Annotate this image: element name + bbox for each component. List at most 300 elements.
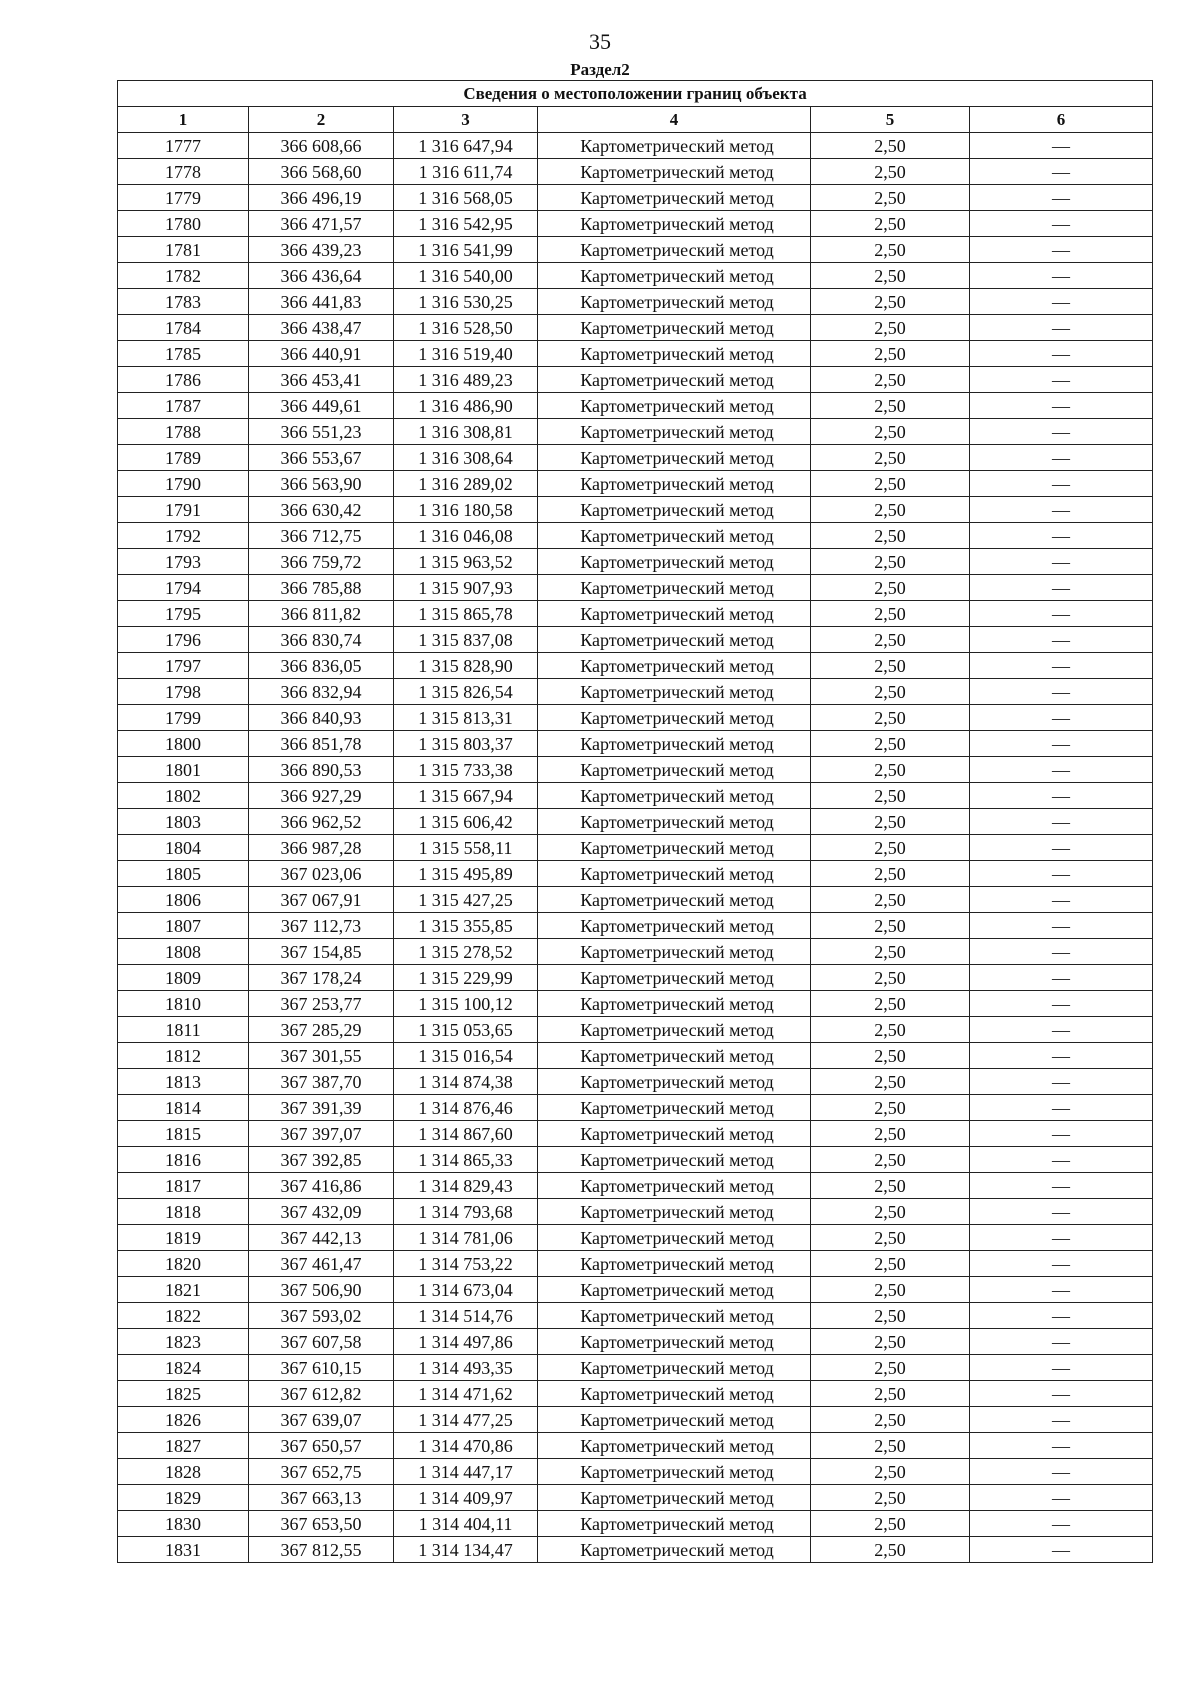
accuracy-cell: 2,50	[811, 497, 970, 523]
point-number-cell: 1779	[118, 185, 249, 211]
accuracy-cell: 2,50	[811, 835, 970, 861]
x-coordinate-cell: 366 441,83	[249, 289, 394, 315]
method-cell: Картометрический метод	[538, 861, 811, 887]
x-coordinate-cell: 366 551,23	[249, 419, 394, 445]
y-coordinate-cell: 1 316 180,58	[394, 497, 538, 523]
point-number-cell: 1810	[118, 991, 249, 1017]
method-cell: Картометрический метод	[538, 1121, 811, 1147]
method-cell: Картометрический метод	[538, 757, 811, 783]
point-number-cell: 1801	[118, 757, 249, 783]
method-cell: Картометрический метод	[538, 393, 811, 419]
x-coordinate-cell: 367 652,75	[249, 1459, 394, 1485]
table-row	[118, 1537, 1153, 1563]
y-coordinate-cell: 1 315 865,78	[394, 601, 538, 627]
point-number-cell: 1816	[118, 1147, 249, 1173]
column-number-row	[118, 107, 1153, 133]
method-cell: Картометрический метод	[538, 471, 811, 497]
accuracy-cell: 2,50	[811, 1069, 970, 1095]
y-coordinate-cell: 1 314 404,11	[394, 1511, 538, 1537]
page-number: 35	[589, 29, 611, 54]
description-cell: —	[970, 1329, 1153, 1355]
point-number-cell: 1824	[118, 1355, 249, 1381]
method-cell: Картометрический метод	[538, 497, 811, 523]
accuracy-cell: 2,50	[811, 1199, 970, 1225]
method-cell: Картометрический метод	[538, 575, 811, 601]
table-row	[118, 705, 1153, 731]
method-cell: Картометрический метод	[538, 549, 811, 575]
y-coordinate-cell: 1 314 497,86	[394, 1329, 538, 1355]
accuracy-cell: 2,50	[811, 757, 970, 783]
method-cell: Картометрический метод	[538, 965, 811, 991]
method-cell: Картометрический метод	[538, 627, 811, 653]
method-cell: Картометрический метод	[538, 1407, 811, 1433]
accuracy-cell: 2,50	[811, 1329, 970, 1355]
point-number-cell: 1815	[118, 1121, 249, 1147]
method-cell: Картометрический метод	[538, 159, 811, 185]
table-row	[118, 809, 1153, 835]
point-number-cell: 1829	[118, 1485, 249, 1511]
y-coordinate-cell: 1 315 667,94	[394, 783, 538, 809]
method-cell: Картометрический метод	[538, 653, 811, 679]
x-coordinate-cell: 367 397,07	[249, 1121, 394, 1147]
y-coordinate-cell: 1 314 753,22	[394, 1251, 538, 1277]
description-cell: —	[970, 263, 1153, 289]
table-row	[118, 575, 1153, 601]
y-coordinate-cell: 1 316 647,94	[394, 133, 538, 159]
description-cell: —	[970, 1225, 1153, 1251]
description-cell: —	[970, 1251, 1153, 1277]
description-cell: —	[970, 1095, 1153, 1121]
y-coordinate-cell: 1 314 470,86	[394, 1433, 538, 1459]
table-row	[118, 1069, 1153, 1095]
y-coordinate-cell: 1 314 493,35	[394, 1355, 538, 1381]
x-coordinate-cell: 366 832,94	[249, 679, 394, 705]
point-number-cell: 1825	[118, 1381, 249, 1407]
table-row	[118, 1095, 1153, 1121]
method-cell: Картометрический метод	[538, 315, 811, 341]
y-coordinate-cell: 1 315 278,52	[394, 939, 538, 965]
method-cell: Картометрический метод	[538, 1225, 811, 1251]
description-cell: —	[970, 1407, 1153, 1433]
accuracy-cell: 2,50	[811, 419, 970, 445]
accuracy-cell: 2,50	[811, 887, 970, 913]
accuracy-cell: 2,50	[811, 601, 970, 627]
description-cell: —	[970, 445, 1153, 471]
accuracy-cell: 2,50	[811, 1381, 970, 1407]
table-row	[118, 965, 1153, 991]
y-coordinate-cell: 1 316 308,64	[394, 445, 538, 471]
x-coordinate-cell: 367 285,29	[249, 1017, 394, 1043]
accuracy-cell: 2,50	[811, 1147, 970, 1173]
accuracy-cell: 2,50	[811, 705, 970, 731]
y-coordinate-cell: 1 315 803,37	[394, 731, 538, 757]
method-cell: Картометрический метод	[538, 809, 811, 835]
method-cell: Картометрический метод	[538, 1485, 811, 1511]
method-cell: Картометрический метод	[538, 1043, 811, 1069]
method-cell: Картометрический метод	[538, 419, 811, 445]
x-coordinate-cell: 367 023,06	[249, 861, 394, 887]
y-coordinate-cell: 1 314 829,43	[394, 1173, 538, 1199]
x-coordinate-cell: 366 453,41	[249, 367, 394, 393]
y-coordinate-cell: 1 315 733,38	[394, 757, 538, 783]
x-coordinate-cell: 367 593,02	[249, 1303, 394, 1329]
method-cell: Картометрический метод	[538, 1511, 811, 1537]
point-number-cell: 1817	[118, 1173, 249, 1199]
method-cell: Картометрический метод	[538, 679, 811, 705]
table-row	[118, 1459, 1153, 1485]
description-cell: —	[970, 1017, 1153, 1043]
table-row	[118, 549, 1153, 575]
y-coordinate-cell: 1 314 134,47	[394, 1537, 538, 1563]
accuracy-cell: 2,50	[811, 627, 970, 653]
x-coordinate-cell: 366 608,66	[249, 133, 394, 159]
description-cell: —	[970, 289, 1153, 315]
y-coordinate-cell: 1 314 867,60	[394, 1121, 538, 1147]
x-coordinate-cell: 366 927,29	[249, 783, 394, 809]
table-row	[118, 315, 1153, 341]
y-coordinate-cell: 1 314 477,25	[394, 1407, 538, 1433]
description-cell: —	[970, 523, 1153, 549]
accuracy-cell: 2,50	[811, 471, 970, 497]
description-cell: —	[970, 237, 1153, 263]
table-row	[118, 419, 1153, 445]
y-coordinate-cell: 1 316 489,23	[394, 367, 538, 393]
x-coordinate-cell: 367 639,07	[249, 1407, 394, 1433]
method-cell: Картометрический метод	[538, 887, 811, 913]
x-coordinate-cell: 367 432,09	[249, 1199, 394, 1225]
method-cell: Картометрический метод	[538, 133, 811, 159]
accuracy-cell: 2,50	[811, 549, 970, 575]
point-number-cell: 1803	[118, 809, 249, 835]
description-cell: —	[970, 315, 1153, 341]
y-coordinate-cell: 1 315 495,89	[394, 861, 538, 887]
description-cell: —	[970, 1537, 1153, 1563]
point-number-cell: 1799	[118, 705, 249, 731]
description-cell: —	[970, 341, 1153, 367]
y-coordinate-cell: 1 316 540,00	[394, 263, 538, 289]
point-number-cell: 1782	[118, 263, 249, 289]
x-coordinate-cell: 366 553,67	[249, 445, 394, 471]
x-coordinate-cell: 367 650,57	[249, 1433, 394, 1459]
y-coordinate-cell: 1 315 826,54	[394, 679, 538, 705]
description-cell: —	[970, 861, 1153, 887]
table-row	[118, 835, 1153, 861]
point-number-cell: 1796	[118, 627, 249, 653]
accuracy-cell: 2,50	[811, 939, 970, 965]
x-coordinate-cell: 366 568,60	[249, 159, 394, 185]
method-cell: Картометрический метод	[538, 289, 811, 315]
table-row	[118, 991, 1153, 1017]
method-cell: Картометрический метод	[538, 263, 811, 289]
x-coordinate-cell: 366 712,75	[249, 523, 394, 549]
accuracy-cell: 2,50	[811, 1485, 970, 1511]
point-number-cell: 1793	[118, 549, 249, 575]
column-number: 1	[118, 107, 249, 133]
description-cell: —	[970, 705, 1153, 731]
description-cell: —	[970, 627, 1153, 653]
table-row	[118, 1225, 1153, 1251]
description-cell: —	[970, 1069, 1153, 1095]
x-coordinate-cell: 367 392,85	[249, 1147, 394, 1173]
point-number-cell: 1819	[118, 1225, 249, 1251]
x-coordinate-cell: 367 610,15	[249, 1355, 394, 1381]
method-cell: Картометрический метод	[538, 1277, 811, 1303]
point-number-cell: 1788	[118, 419, 249, 445]
description-cell: —	[970, 1511, 1153, 1537]
method-cell: Картометрический метод	[538, 1355, 811, 1381]
y-coordinate-cell: 1 314 673,04	[394, 1277, 538, 1303]
y-coordinate-cell: 1 314 793,68	[394, 1199, 538, 1225]
point-number-cell: 1791	[118, 497, 249, 523]
x-coordinate-cell: 367 154,85	[249, 939, 394, 965]
method-cell: Картометрический метод	[538, 237, 811, 263]
description-cell: —	[970, 601, 1153, 627]
table-row	[118, 731, 1153, 757]
table-row	[118, 1017, 1153, 1043]
table-row	[118, 1251, 1153, 1277]
accuracy-cell: 2,50	[811, 315, 970, 341]
table-row	[118, 1173, 1153, 1199]
y-coordinate-cell: 1 314 876,46	[394, 1095, 538, 1121]
table-row	[118, 211, 1153, 237]
table-row	[118, 1407, 1153, 1433]
column-number: 3	[394, 107, 538, 133]
x-coordinate-cell: 366 759,72	[249, 549, 394, 575]
y-coordinate-cell: 1 315 355,85	[394, 913, 538, 939]
description-cell: —	[970, 133, 1153, 159]
accuracy-cell: 2,50	[811, 1251, 970, 1277]
accuracy-cell: 2,50	[811, 1121, 970, 1147]
point-number-cell: 1794	[118, 575, 249, 601]
method-cell: Картометрический метод	[538, 1303, 811, 1329]
description-cell: —	[970, 393, 1153, 419]
y-coordinate-cell: 1 316 542,95	[394, 211, 538, 237]
description-cell: —	[970, 367, 1153, 393]
method-cell: Картометрический метод	[538, 1537, 811, 1563]
point-number-cell: 1821	[118, 1277, 249, 1303]
accuracy-cell: 2,50	[811, 237, 970, 263]
table-row	[118, 523, 1153, 549]
accuracy-cell: 2,50	[811, 133, 970, 159]
point-number-cell: 1828	[118, 1459, 249, 1485]
table-row	[118, 393, 1153, 419]
point-number-cell: 1784	[118, 315, 249, 341]
description-cell: —	[970, 471, 1153, 497]
x-coordinate-cell: 366 440,91	[249, 341, 394, 367]
table-row	[118, 627, 1153, 653]
point-number-cell: 1830	[118, 1511, 249, 1537]
point-number-cell: 1812	[118, 1043, 249, 1069]
accuracy-cell: 2,50	[811, 731, 970, 757]
accuracy-cell: 2,50	[811, 1303, 970, 1329]
description-cell: —	[970, 809, 1153, 835]
table-row	[118, 471, 1153, 497]
description-cell: —	[970, 783, 1153, 809]
x-coordinate-cell: 366 836,05	[249, 653, 394, 679]
method-cell: Картометрический метод	[538, 1251, 811, 1277]
method-cell: Картометрический метод	[538, 939, 811, 965]
table-row	[118, 185, 1153, 211]
y-coordinate-cell: 1 316 528,50	[394, 315, 538, 341]
description-cell: —	[970, 1355, 1153, 1381]
table-row	[118, 913, 1153, 939]
point-number-cell: 1820	[118, 1251, 249, 1277]
point-number-cell: 1822	[118, 1303, 249, 1329]
table-row	[118, 1381, 1153, 1407]
accuracy-cell: 2,50	[811, 185, 970, 211]
method-cell: Картометрический метод	[538, 341, 811, 367]
point-number-cell: 1786	[118, 367, 249, 393]
x-coordinate-cell: 366 563,90	[249, 471, 394, 497]
y-coordinate-cell: 1 315 828,90	[394, 653, 538, 679]
table-row	[118, 497, 1153, 523]
x-coordinate-cell: 367 387,70	[249, 1069, 394, 1095]
y-coordinate-cell: 1 314 471,62	[394, 1381, 538, 1407]
table-row	[118, 1355, 1153, 1381]
point-number-cell: 1781	[118, 237, 249, 263]
y-coordinate-cell: 1 315 606,42	[394, 809, 538, 835]
point-number-cell: 1780	[118, 211, 249, 237]
accuracy-cell: 2,50	[811, 159, 970, 185]
y-coordinate-cell: 1 315 907,93	[394, 575, 538, 601]
x-coordinate-cell: 366 436,64	[249, 263, 394, 289]
accuracy-cell: 2,50	[811, 1043, 970, 1069]
accuracy-cell: 2,50	[811, 783, 970, 809]
description-cell: —	[970, 1277, 1153, 1303]
table-row	[118, 1485, 1153, 1511]
description-cell: —	[970, 419, 1153, 445]
y-coordinate-cell: 1 315 558,11	[394, 835, 538, 861]
table-row	[118, 289, 1153, 315]
y-coordinate-cell: 1 316 486,90	[394, 393, 538, 419]
x-coordinate-cell: 367 178,24	[249, 965, 394, 991]
x-coordinate-cell: 367 663,13	[249, 1485, 394, 1511]
description-cell: —	[970, 653, 1153, 679]
table-row	[118, 757, 1153, 783]
point-number-cell: 1805	[118, 861, 249, 887]
method-cell: Картометрический метод	[538, 445, 811, 471]
x-coordinate-cell: 367 416,86	[249, 1173, 394, 1199]
column-number: 4	[538, 107, 811, 133]
x-coordinate-cell: 367 391,39	[249, 1095, 394, 1121]
description-cell: —	[970, 497, 1153, 523]
description-cell: —	[970, 159, 1153, 185]
accuracy-cell: 2,50	[811, 809, 970, 835]
accuracy-cell: 2,50	[811, 263, 970, 289]
point-number-cell: 1787	[118, 393, 249, 419]
table-row	[118, 1043, 1153, 1069]
y-coordinate-cell: 1 316 308,81	[394, 419, 538, 445]
boundary-coordinates-table	[117, 80, 1153, 1563]
table-row	[118, 783, 1153, 809]
x-coordinate-cell: 367 067,91	[249, 887, 394, 913]
description-cell: —	[970, 1459, 1153, 1485]
method-cell: Картометрический метод	[538, 523, 811, 549]
x-coordinate-cell: 367 506,90	[249, 1277, 394, 1303]
description-cell: —	[970, 1199, 1153, 1225]
method-cell: Картометрический метод	[538, 1381, 811, 1407]
point-number-cell: 1814	[118, 1095, 249, 1121]
point-number-cell: 1813	[118, 1069, 249, 1095]
x-coordinate-cell: 366 811,82	[249, 601, 394, 627]
point-number-cell: 1785	[118, 341, 249, 367]
x-coordinate-cell: 366 962,52	[249, 809, 394, 835]
x-coordinate-cell: 366 439,23	[249, 237, 394, 263]
description-cell: —	[970, 1043, 1153, 1069]
accuracy-cell: 2,50	[811, 1537, 970, 1563]
point-number-cell: 1804	[118, 835, 249, 861]
point-number-cell: 1789	[118, 445, 249, 471]
accuracy-cell: 2,50	[811, 211, 970, 237]
description-cell: —	[970, 1121, 1153, 1147]
accuracy-cell: 2,50	[811, 1433, 970, 1459]
x-coordinate-cell: 366 840,93	[249, 705, 394, 731]
y-coordinate-cell: 1 316 289,02	[394, 471, 538, 497]
method-cell: Картометрический метод	[538, 731, 811, 757]
accuracy-cell: 2,50	[811, 861, 970, 887]
description-cell: —	[970, 835, 1153, 861]
y-coordinate-cell: 1 315 100,12	[394, 991, 538, 1017]
method-cell: Картометрический метод	[538, 601, 811, 627]
x-coordinate-cell: 367 812,55	[249, 1537, 394, 1563]
x-coordinate-cell: 366 449,61	[249, 393, 394, 419]
accuracy-cell: 2,50	[811, 1173, 970, 1199]
accuracy-cell: 2,50	[811, 1459, 970, 1485]
description-cell: —	[970, 731, 1153, 757]
table-row	[118, 861, 1153, 887]
description-cell: —	[970, 549, 1153, 575]
description-cell: —	[970, 1433, 1153, 1459]
description-cell: —	[970, 991, 1153, 1017]
table-row	[118, 653, 1153, 679]
column-number: 5	[811, 107, 970, 133]
x-coordinate-cell: 367 653,50	[249, 1511, 394, 1537]
method-cell: Картометрический метод	[538, 1147, 811, 1173]
y-coordinate-cell: 1 316 046,08	[394, 523, 538, 549]
table-body	[118, 133, 1153, 1563]
accuracy-cell: 2,50	[811, 679, 970, 705]
description-cell: —	[970, 965, 1153, 991]
x-coordinate-cell: 366 438,47	[249, 315, 394, 341]
point-number-cell: 1802	[118, 783, 249, 809]
y-coordinate-cell: 1 315 053,65	[394, 1017, 538, 1043]
point-number-cell: 1827	[118, 1433, 249, 1459]
point-number-cell: 1790	[118, 471, 249, 497]
description-cell: —	[970, 185, 1153, 211]
method-cell: Картометрический метод	[538, 991, 811, 1017]
point-number-cell: 1823	[118, 1329, 249, 1355]
description-cell: —	[970, 939, 1153, 965]
table-row	[118, 1329, 1153, 1355]
description-cell: —	[970, 679, 1153, 705]
table-row	[118, 1511, 1153, 1537]
y-coordinate-cell: 1 314 781,06	[394, 1225, 538, 1251]
point-number-cell: 1777	[118, 133, 249, 159]
table-caption: Сведения о местоположении границ объекта	[118, 81, 1153, 107]
y-coordinate-cell: 1 315 837,08	[394, 627, 538, 653]
point-number-cell: 1808	[118, 939, 249, 965]
y-coordinate-cell: 1 314 514,76	[394, 1303, 538, 1329]
table-row	[118, 887, 1153, 913]
point-number-cell: 1797	[118, 653, 249, 679]
accuracy-cell: 2,50	[811, 575, 970, 601]
point-number-cell: 1778	[118, 159, 249, 185]
method-cell: Картометрический метод	[538, 1433, 811, 1459]
accuracy-cell: 2,50	[811, 1355, 970, 1381]
method-cell: Картометрический метод	[538, 835, 811, 861]
accuracy-cell: 2,50	[811, 1095, 970, 1121]
y-coordinate-cell: 1 314 409,97	[394, 1485, 538, 1511]
